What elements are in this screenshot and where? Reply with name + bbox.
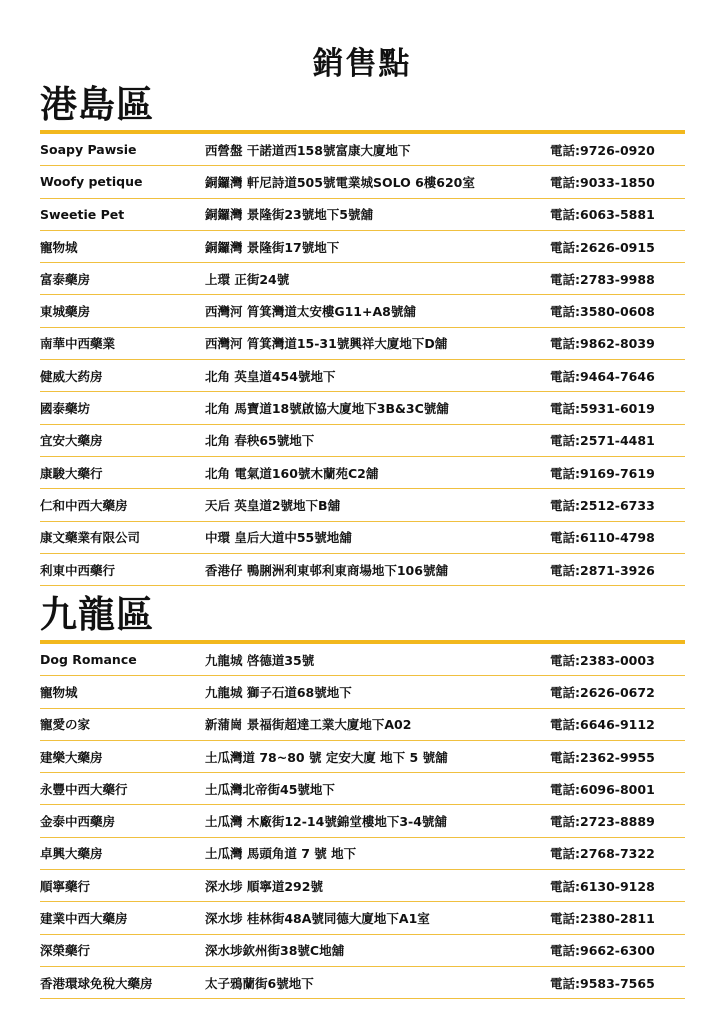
region-kowloon — [40, 594, 685, 999]
store-name: 金泰中西藥房 — [40, 814, 116, 830]
store-name: 健威大药房 — [40, 368, 103, 384]
store-list — [40, 644, 685, 999]
store-name: 建業中西大藥房 — [40, 911, 128, 927]
store-row — [40, 676, 685, 708]
store-phone: 電話:6096-8001 — [550, 781, 655, 797]
store-phone: 電話:2626-0915 — [550, 239, 655, 255]
page-title: 銷售點 — [312, 46, 412, 82]
store-address: 北角 馬寶道18號啟協大廈地下3B&3C號舖 — [205, 401, 449, 417]
store-address: 上環 正街24號 — [205, 271, 290, 287]
store-phone: 電話:2783-9988 — [550, 271, 655, 287]
store-address: 西灣河 筲箕灣道太安樓G11+A8號舖 — [205, 304, 416, 320]
store-row — [40, 295, 685, 327]
store-row — [40, 902, 685, 934]
store-address: 深水埗 桂林街48A號同德大廈地下A1室 — [205, 911, 430, 927]
store-row — [40, 489, 685, 521]
store-name: 寵物城 — [40, 239, 78, 255]
store-phone: 電話:9726-0920 — [550, 142, 655, 158]
store-name: 卓興大藥房 — [40, 846, 103, 862]
store-phone: 電話:5931-6019 — [550, 401, 655, 417]
store-row — [40, 425, 685, 457]
store-address: 北角 電氣道160號木蘭苑C2舖 — [205, 465, 379, 481]
store-row — [40, 805, 685, 837]
store-phone: 電話:6110-4798 — [550, 530, 655, 546]
store-phone: 電話:2362-9955 — [550, 749, 655, 765]
region-title: 港島區 — [40, 83, 154, 126]
store-phone: 電話:2571-4481 — [550, 433, 655, 449]
store-name: 宜安大藥房 — [40, 433, 103, 449]
store-address: 九龍城 獅子石道68號地下 — [205, 684, 352, 700]
store-row — [40, 709, 685, 741]
store-row — [40, 457, 685, 489]
store-address: 銅鑼灣 軒尼詩道505號電業城SOLO 6樓620室 — [205, 174, 475, 190]
region-hong-kong-island — [40, 84, 685, 586]
store-name: 東城藥房 — [40, 304, 91, 320]
store-row — [40, 166, 685, 198]
store-name: 永豐中西大藥行 — [40, 781, 128, 797]
store-list — [40, 134, 685, 586]
store-phone: 電話:2871-3926 — [550, 562, 655, 578]
store-address: 深水埗 順寧道292號 — [205, 878, 323, 894]
store-phone: 電話:2380-2811 — [550, 911, 655, 927]
store-name: 香港環球免稅大藥房 — [40, 975, 153, 991]
store-address: 西灣河 筲箕灣道15-31號興祥大廈地下D舖 — [205, 336, 448, 352]
store-phone: 電話:9583-7565 — [550, 975, 655, 991]
store-name: 寵物城 — [40, 684, 78, 700]
region-title: 九龍區 — [40, 593, 154, 636]
store-address: 土瓜灣 木廠街12-14號錦堂樓地下3-4號舖 — [205, 814, 447, 830]
store-phone: 電話:9662-6300 — [550, 943, 655, 959]
store-name: 南華中西藥業 — [40, 336, 116, 352]
store-address: 香港仔 鴨脷洲利東邨利東商場地下106號舖 — [205, 562, 448, 578]
store-phone: 電話:6646-9112 — [550, 717, 655, 733]
store-address: 土瓜灣道 78~80 號 定安大廈 地下 5 號舖 — [205, 749, 448, 765]
store-row — [40, 360, 685, 392]
store-phone: 電話:9169-7619 — [550, 465, 655, 481]
store-phone: 電話:2768-7322 — [550, 846, 655, 862]
store-phone: 電話:2723-8889 — [550, 814, 655, 830]
store-row — [40, 554, 685, 586]
store-address: 九龍城 啓德道35號 — [205, 652, 315, 668]
store-phone: 電話:2383-0003 — [550, 652, 655, 668]
store-name: 富泰藥房 — [40, 271, 91, 287]
store-row — [40, 134, 685, 166]
store-name: 利東中西藥行 — [40, 562, 116, 578]
store-name: 國泰藥坊 — [40, 401, 91, 417]
store-name: Dog Romance — [40, 652, 137, 668]
store-phone: 電話:9862-8039 — [550, 336, 655, 352]
store-address: 新蒲崗 景福街超達工業大廈地下A02 — [205, 717, 412, 733]
store-row — [40, 967, 685, 999]
store-phone: 電話:6130-9128 — [550, 878, 655, 894]
store-row — [40, 522, 685, 554]
store-phone: 電話:6063-5881 — [550, 207, 655, 223]
store-address: 土瓜灣 馬頭角道 7 號 地下 — [205, 846, 357, 862]
store-address: 銅鑼灣 景隆街23號地下5號舖 — [205, 207, 373, 223]
store-name: Woofy petique — [40, 174, 143, 190]
store-name: 康文藥業有限公司 — [40, 530, 141, 546]
store-name: 深榮藥行 — [40, 943, 91, 959]
store-row — [40, 870, 685, 902]
store-phone: 電話:2626-0672 — [550, 684, 655, 700]
store-phone: 電話:2512-6733 — [550, 497, 655, 513]
store-row — [40, 838, 685, 870]
store-phone: 電話:9464-7646 — [550, 368, 655, 384]
store-name: 寵愛の家 — [40, 717, 91, 733]
store-name: Sweetie Pet — [40, 206, 125, 222]
store-address: 銅鑼灣 景隆街17號地下 — [205, 239, 340, 255]
store-name: 順寧藥行 — [40, 878, 91, 894]
store-phone: 電話:3580-0608 — [550, 304, 655, 320]
store-row — [40, 263, 685, 295]
store-row — [40, 231, 685, 263]
store-address: 深水埗欽州街38號C地舖 — [205, 943, 345, 959]
store-row — [40, 328, 685, 360]
store-address: 北角 春秧65號地下 — [205, 433, 315, 449]
store-row — [40, 199, 685, 231]
store-address: 北角 英皇道454號地下 — [205, 368, 336, 384]
store-address: 土瓜灣北帝街45號地下 — [205, 781, 335, 797]
store-name: Soapy Pawsie — [40, 142, 137, 158]
store-address: 西營盤 干諾道西158號富康大廈地下 — [205, 142, 411, 158]
store-name: 康駿大藥行 — [40, 465, 103, 481]
store-address: 中環 皇后大道中55號地舖 — [205, 530, 352, 546]
store-row — [40, 392, 685, 424]
store-name: 建樂大藥房 — [40, 749, 103, 765]
store-address: 天后 英皇道2號地下B舖 — [205, 497, 341, 513]
store-row — [40, 644, 685, 676]
store-row — [40, 741, 685, 773]
store-address: 太子鴉蘭街6號地下 — [205, 975, 314, 991]
store-row — [40, 935, 685, 967]
store-phone: 電話:9033-1850 — [550, 174, 655, 190]
store-name: 仁和中西大藥房 — [40, 497, 128, 513]
store-row — [40, 773, 685, 805]
